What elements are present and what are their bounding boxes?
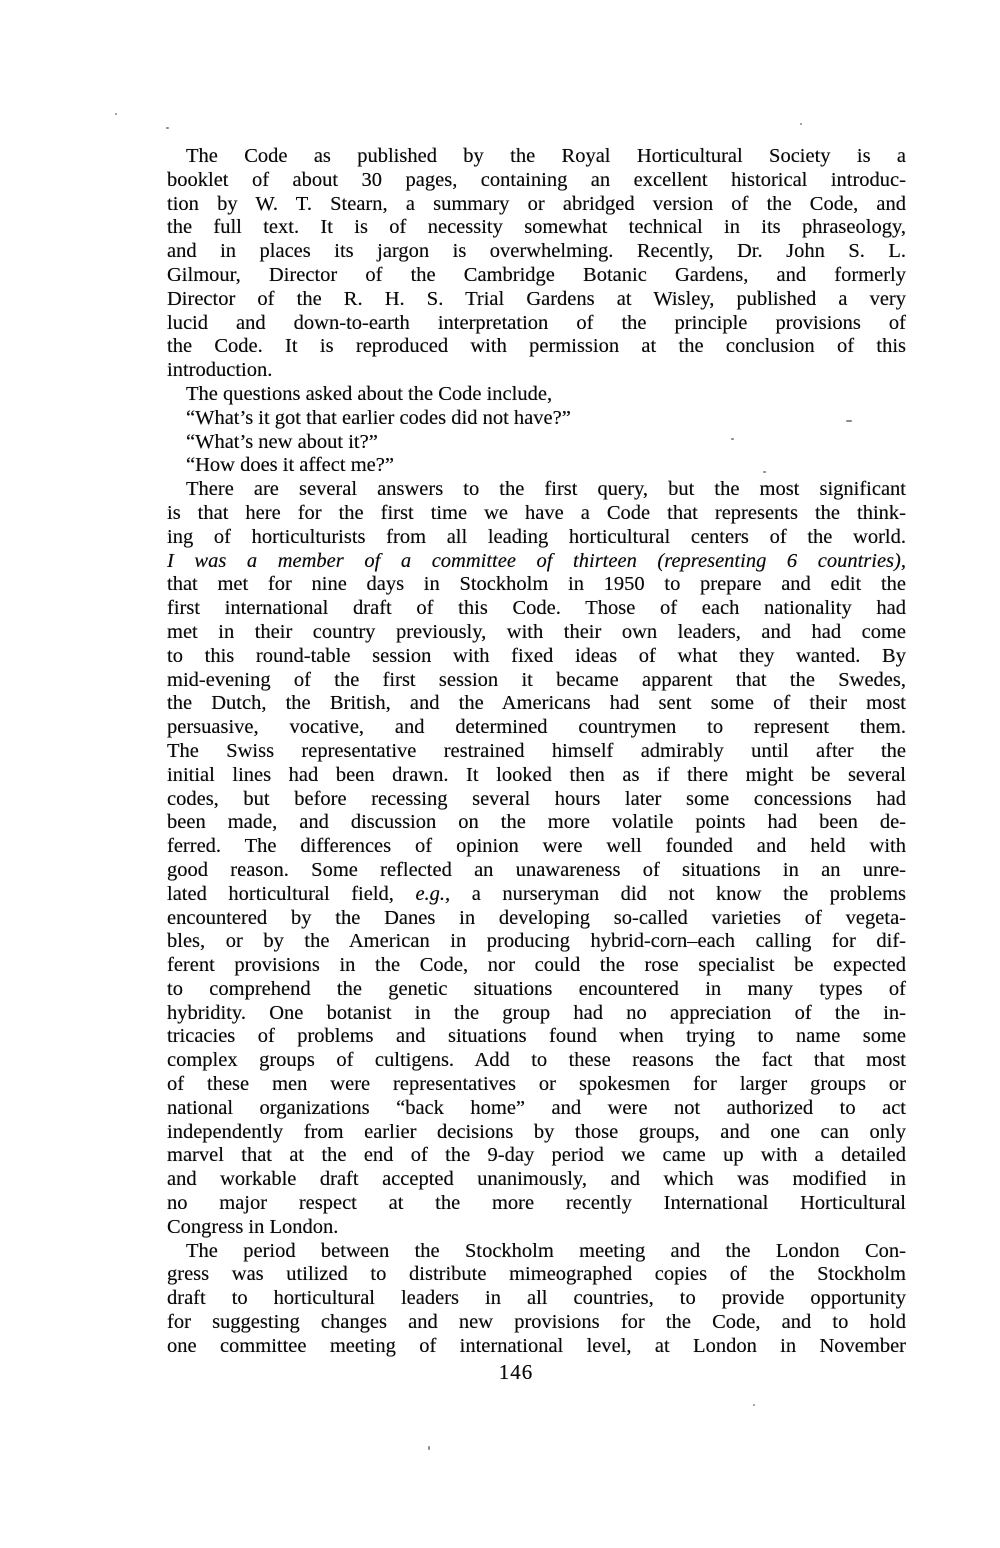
- text-line: persuasive, vocative, and determined countrymen to represent them.: [167, 716, 906, 739]
- text-line: lated horticultural field, e.g., a nurseryman did not know the problems: [167, 882, 906, 905]
- italic-text: e.g.,: [415, 882, 451, 905]
- text-line: tricacies of problems and situations found when trying to name some: [167, 1025, 906, 1048]
- text-line: tion by W. T. Stearn, a summary or abridged version of the Code, and: [167, 192, 906, 215]
- text-block: [167, 145, 906, 1359]
- page-number: 146: [498, 1360, 534, 1384]
- text-line: to this round-table session with fixed ideas of what they wanted. By: [167, 644, 906, 667]
- text-line: There are several answers to the first query, but the most significant: [186, 478, 906, 501]
- text-line: national organizations “back home” and were not authorized to act: [167, 1096, 906, 1119]
- text-line: good reason. Some reflected an unawareness of situations in an unre-: [167, 858, 906, 881]
- text-line: introduction.: [167, 359, 273, 382]
- text-line: ferred. The differences of opinion were well founded and held with: [167, 835, 906, 858]
- text-line: and workable draft accepted unanimously, and which was modified in: [167, 1168, 906, 1191]
- text-line: “How does it affect me?”: [186, 454, 394, 477]
- text-line: to comprehend the genetic situations encountered in many types of: [167, 977, 906, 1000]
- scan-speck: [731, 438, 734, 440]
- text-line: The Swiss representative restrained himself admirably until after the: [167, 739, 906, 762]
- text-line: one committee meeting of international level, at London in November: [167, 1334, 906, 1357]
- italic-text: I was a member of a committee of thirteen (representing 6 countries),: [167, 549, 906, 572]
- text-line: lucid and down-to-earth interpretation of the principle provisions of: [167, 311, 906, 334]
- text-line: booklet of about 30 pages, containing an excellent historical introduc-: [167, 168, 906, 191]
- text-line: Congress in London.: [167, 1215, 339, 1238]
- text-line: The period between the Stockholm meeting and the London Con-: [186, 1239, 906, 1262]
- scan-speck: [428, 1446, 430, 1450]
- scan-speck: [800, 123, 802, 125]
- text-line: for suggesting changes and new provisions for the Code, and to hold: [167, 1311, 906, 1334]
- scan-speck: [763, 471, 766, 473]
- text-line: bles, or by the American in producing hybrid-corn–each calling for dif-: [167, 930, 906, 953]
- text-line: The Code as published by the Royal Horticultural Society is a: [186, 145, 906, 167]
- text-line: “What’s it got that earlier codes did not have?”: [186, 406, 571, 429]
- text-line: mid-evening of the first session it became apparent that the Swedes,: [167, 668, 906, 691]
- text-line: [167, 550, 906, 574]
- text-line: hybridity. One botanist in the group had no appreciation of the in-: [167, 1001, 906, 1024]
- text-line: complex groups of cultigens. Add to these reasons the fact that most: [167, 1049, 906, 1072]
- text-line: the Code. It is reproduced with permission at the conclusion of this: [167, 335, 906, 358]
- text-line: is that here for the first time we have a Code that represents the think-: [167, 501, 906, 524]
- text-line: marvel that at the end of the 9-day period we came up with a detailed: [167, 1144, 906, 1167]
- text-line: initial lines had been drawn. It looked then as if there might be several: [167, 763, 906, 786]
- scan-speck: [115, 113, 117, 115]
- text-line: codes, but before recessing several hours later some concessions had: [167, 787, 906, 810]
- text-line: no major respect at the more recently International Horticultural: [167, 1192, 906, 1215]
- text-line: and in places its jargon is overwhelming. Recently, Dr. John S. L.: [167, 240, 906, 263]
- text-line: “What’s new about it?”: [186, 430, 378, 453]
- text-line: the full text. It is of necessity somewhat technical in its phraseology,: [167, 216, 906, 239]
- scan-speck: [753, 1404, 755, 1406]
- text-line: that met for nine days in Stockholm in 1950 to prepare and edit the: [167, 573, 906, 596]
- text-line: independently from earlier decisions by those groups, and one can only: [167, 1120, 906, 1143]
- scan-speck: [166, 127, 169, 129]
- text-line: of these men were representatives or spokesmen for larger groups or: [167, 1073, 906, 1096]
- text-line: Director of the R. H. S. Trial Gardens at Wisley, published a very: [167, 287, 906, 310]
- text-line: met in their country previously, with their own leaders, and had come: [167, 620, 906, 643]
- text-line: Gilmour, Director of the Cambridge Botanic Gardens, and formerly: [167, 263, 906, 286]
- scan-speck: [846, 420, 852, 422]
- text-line: ferent provisions in the Code, nor could the rose specialist be expected: [167, 954, 906, 977]
- text-line: The questions asked about the Code include,: [186, 382, 553, 405]
- text-line: the Dutch, the British, and the Americans had sent some of their most: [167, 692, 906, 715]
- text-line: encountered by the Danes in developing so-called varieties of vegeta-: [167, 906, 906, 929]
- text-line: first international draft of this Code. Those of each nationality had: [167, 597, 906, 620]
- text-line: ing of horticulturists from all leading horticultural centers of the world.: [167, 525, 906, 548]
- text-line: gress was utilized to distribute mimeographed copies of the Stockholm: [167, 1263, 906, 1286]
- text-line: been made, and discussion on the more volatile points had been de-: [167, 811, 906, 834]
- text-line: draft to horticultural leaders in all countries, to provide opportunity: [167, 1287, 906, 1310]
